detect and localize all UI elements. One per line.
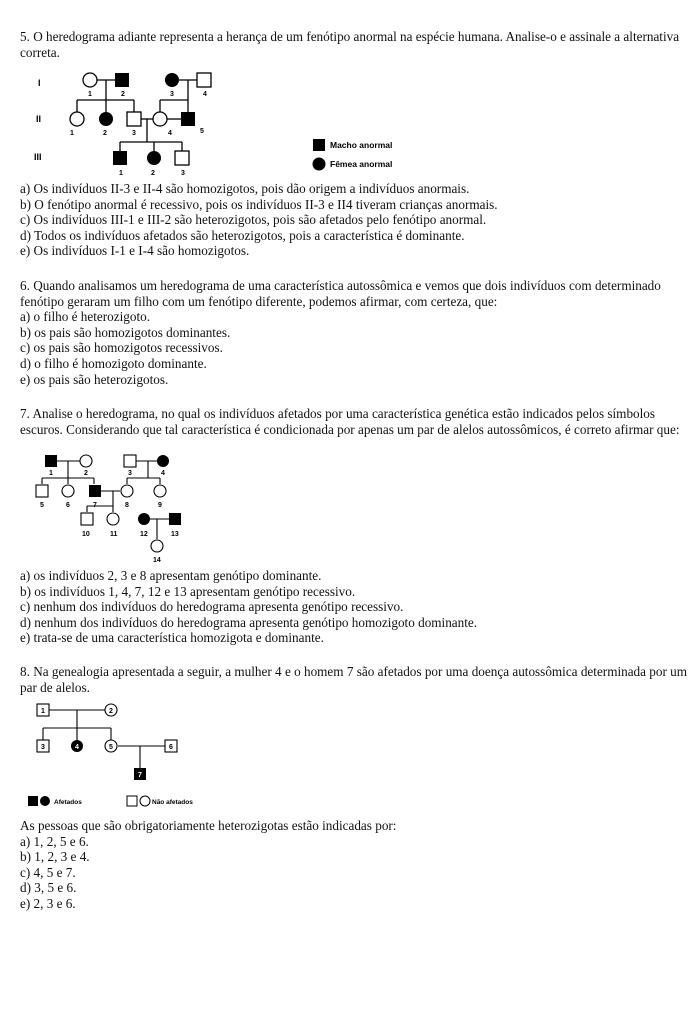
legend-affected-female-icon	[40, 796, 50, 806]
q5-num: 3	[181, 170, 185, 177]
question-text: 7. Analise o heredograma, no qual os indivíduos afetados por uma característica genética estão indicados pelos símbolos escuros. Considerando que tal característica é condicionada por apenas um par de alelos autossômicos, é correto afirmar que:	[20, 406, 680, 437]
option-c[interactable]: c) os pais são homozigotos recessivos.	[20, 340, 223, 356]
option-d[interactable]: d) 3, 5 e 6.	[20, 880, 77, 896]
legend-unaffected-female-icon	[140, 796, 150, 806]
legend-female-label: Fêmea anormal	[330, 159, 393, 169]
q5-num: 1	[70, 130, 74, 137]
q5-num: 1	[119, 170, 123, 177]
option-b[interactable]: b) 1, 2, 3 e 4.	[20, 849, 90, 865]
q5-num: 2	[103, 130, 107, 137]
q8-num: 7	[138, 772, 142, 779]
option-e[interactable]: e) 2, 3 e 6.	[20, 895, 76, 911]
q5-num: 4	[203, 91, 207, 98]
q7-num: 14	[153, 557, 161, 564]
option-b[interactable]: b) os pais são homozigotos dominantes.	[20, 324, 231, 340]
q7-num: 6	[66, 502, 70, 509]
q8-num: 6	[169, 744, 173, 751]
q7-num: 3	[128, 470, 132, 477]
option-a[interactable]: a) o filho é heterozigoto.	[20, 309, 150, 325]
q5-num: 4	[168, 130, 172, 137]
option-e[interactable]: e) os pais são heterozigotos.	[20, 371, 169, 387]
legend-affected-label: Afetados	[54, 799, 82, 806]
q8-num: 5	[109, 744, 113, 751]
q5-num: 2	[121, 91, 125, 98]
option-d[interactable]: d) o filho é homozigoto dominante.	[20, 355, 207, 371]
option-b[interactable]: b) os indivíduos 1, 4, 7, 12 e 13 apresentam genótipo recessivo.	[20, 583, 356, 599]
legend-male-label: Macho anormal	[330, 140, 393, 150]
option-a[interactable]: a) Os indivíduos II-3 e II-4 são homozigotos, pois dão origem a indivíduos anormais.	[20, 181, 470, 196]
option-a[interactable]: a) os indivíduos 2, 3 e 8 apresentam genótipo dominante.	[20, 568, 322, 583]
question-8-options	[20, 818, 690, 912]
q5-num: 5	[200, 128, 204, 135]
legend-unaffected-male-icon	[127, 796, 137, 806]
generation-label-I: I	[38, 78, 41, 88]
q7-num: 4	[161, 470, 165, 477]
question-text: 6. Quando analisamos um heredograma de uma característica autossômica e vemos que dois indivíduos com determinado fenótipo geraram um filho com um fenótipo diferente, podemos afirmar, com certeza, que:	[20, 278, 661, 309]
q5-num: 1	[88, 91, 92, 98]
option-e[interactable]: e) trata-se de uma característica homozigota e dominante.	[20, 630, 324, 646]
q7-num: 8	[125, 502, 129, 509]
option-c[interactable]: c) nenhum dos indivíduos do heredograma apresenta genótipo recessivo.	[20, 599, 404, 615]
question-text: 8. Na genealogia apresentada a seguir, a mulher 4 e o homem 7 são afetados por uma doença autossômica determinada por um par de alelos.	[20, 664, 688, 695]
legend-unaffected-label: Não afetados	[152, 799, 193, 806]
q7-num: 7	[93, 502, 97, 509]
q8-num: 4	[75, 744, 79, 751]
q7-num: 9	[158, 502, 162, 509]
option-e[interactable]: e) Os indivíduos I-1 e I-4 são homozigotos.	[20, 243, 250, 259]
q7-num: 10	[82, 531, 90, 538]
question-text: 5. O heredograma adiante representa a herança de um fenótipo anormal na espécie humana. Analise-o e assinale a alternativa correta.	[20, 29, 680, 60]
option-d[interactable]: d) nenhum dos indivíduos do heredograma apresenta genótipo homozigoto dominante.	[20, 614, 478, 630]
q8-num: 1	[41, 708, 45, 715]
q7-num: 2	[84, 470, 88, 477]
option-b[interactable]: b) O fenótipo anormal é recessivo, pois os indivíduos II-3 e II4 tiveram crianças anormais.	[20, 196, 498, 212]
q8-num: 2	[109, 708, 113, 715]
legend-affected-male-icon	[28, 796, 38, 806]
generation-label-III: III	[34, 152, 42, 162]
q5-num: 2	[151, 170, 155, 177]
option-d[interactable]: d) Todos os indivíduos afetados são heterozigotos, pois a característica é dominante.	[20, 227, 465, 243]
q7-num: 11	[110, 531, 118, 538]
q5-num: 3	[132, 130, 136, 137]
q5-num: 3	[170, 91, 174, 98]
q8-num: 3	[41, 744, 45, 751]
question-prompt: As pessoas que são obrigatoriamente heterozigotas estão indicadas por:	[20, 818, 397, 833]
generation-label-II: II	[36, 114, 42, 124]
option-a[interactable]: a) 1, 2, 5 e 6.	[20, 833, 89, 849]
option-c[interactable]: c) 4, 5 e 7.	[20, 864, 76, 880]
option-c[interactable]: c) Os indivíduos III-1 e III-2 são heterozigotos, pois são afetados pelo fenótipo anormal.	[20, 212, 487, 228]
q7-num: 12	[140, 531, 148, 538]
q7-num: 1	[49, 470, 53, 477]
q7-num: 13	[171, 531, 179, 538]
q7-num: 5	[40, 502, 44, 509]
